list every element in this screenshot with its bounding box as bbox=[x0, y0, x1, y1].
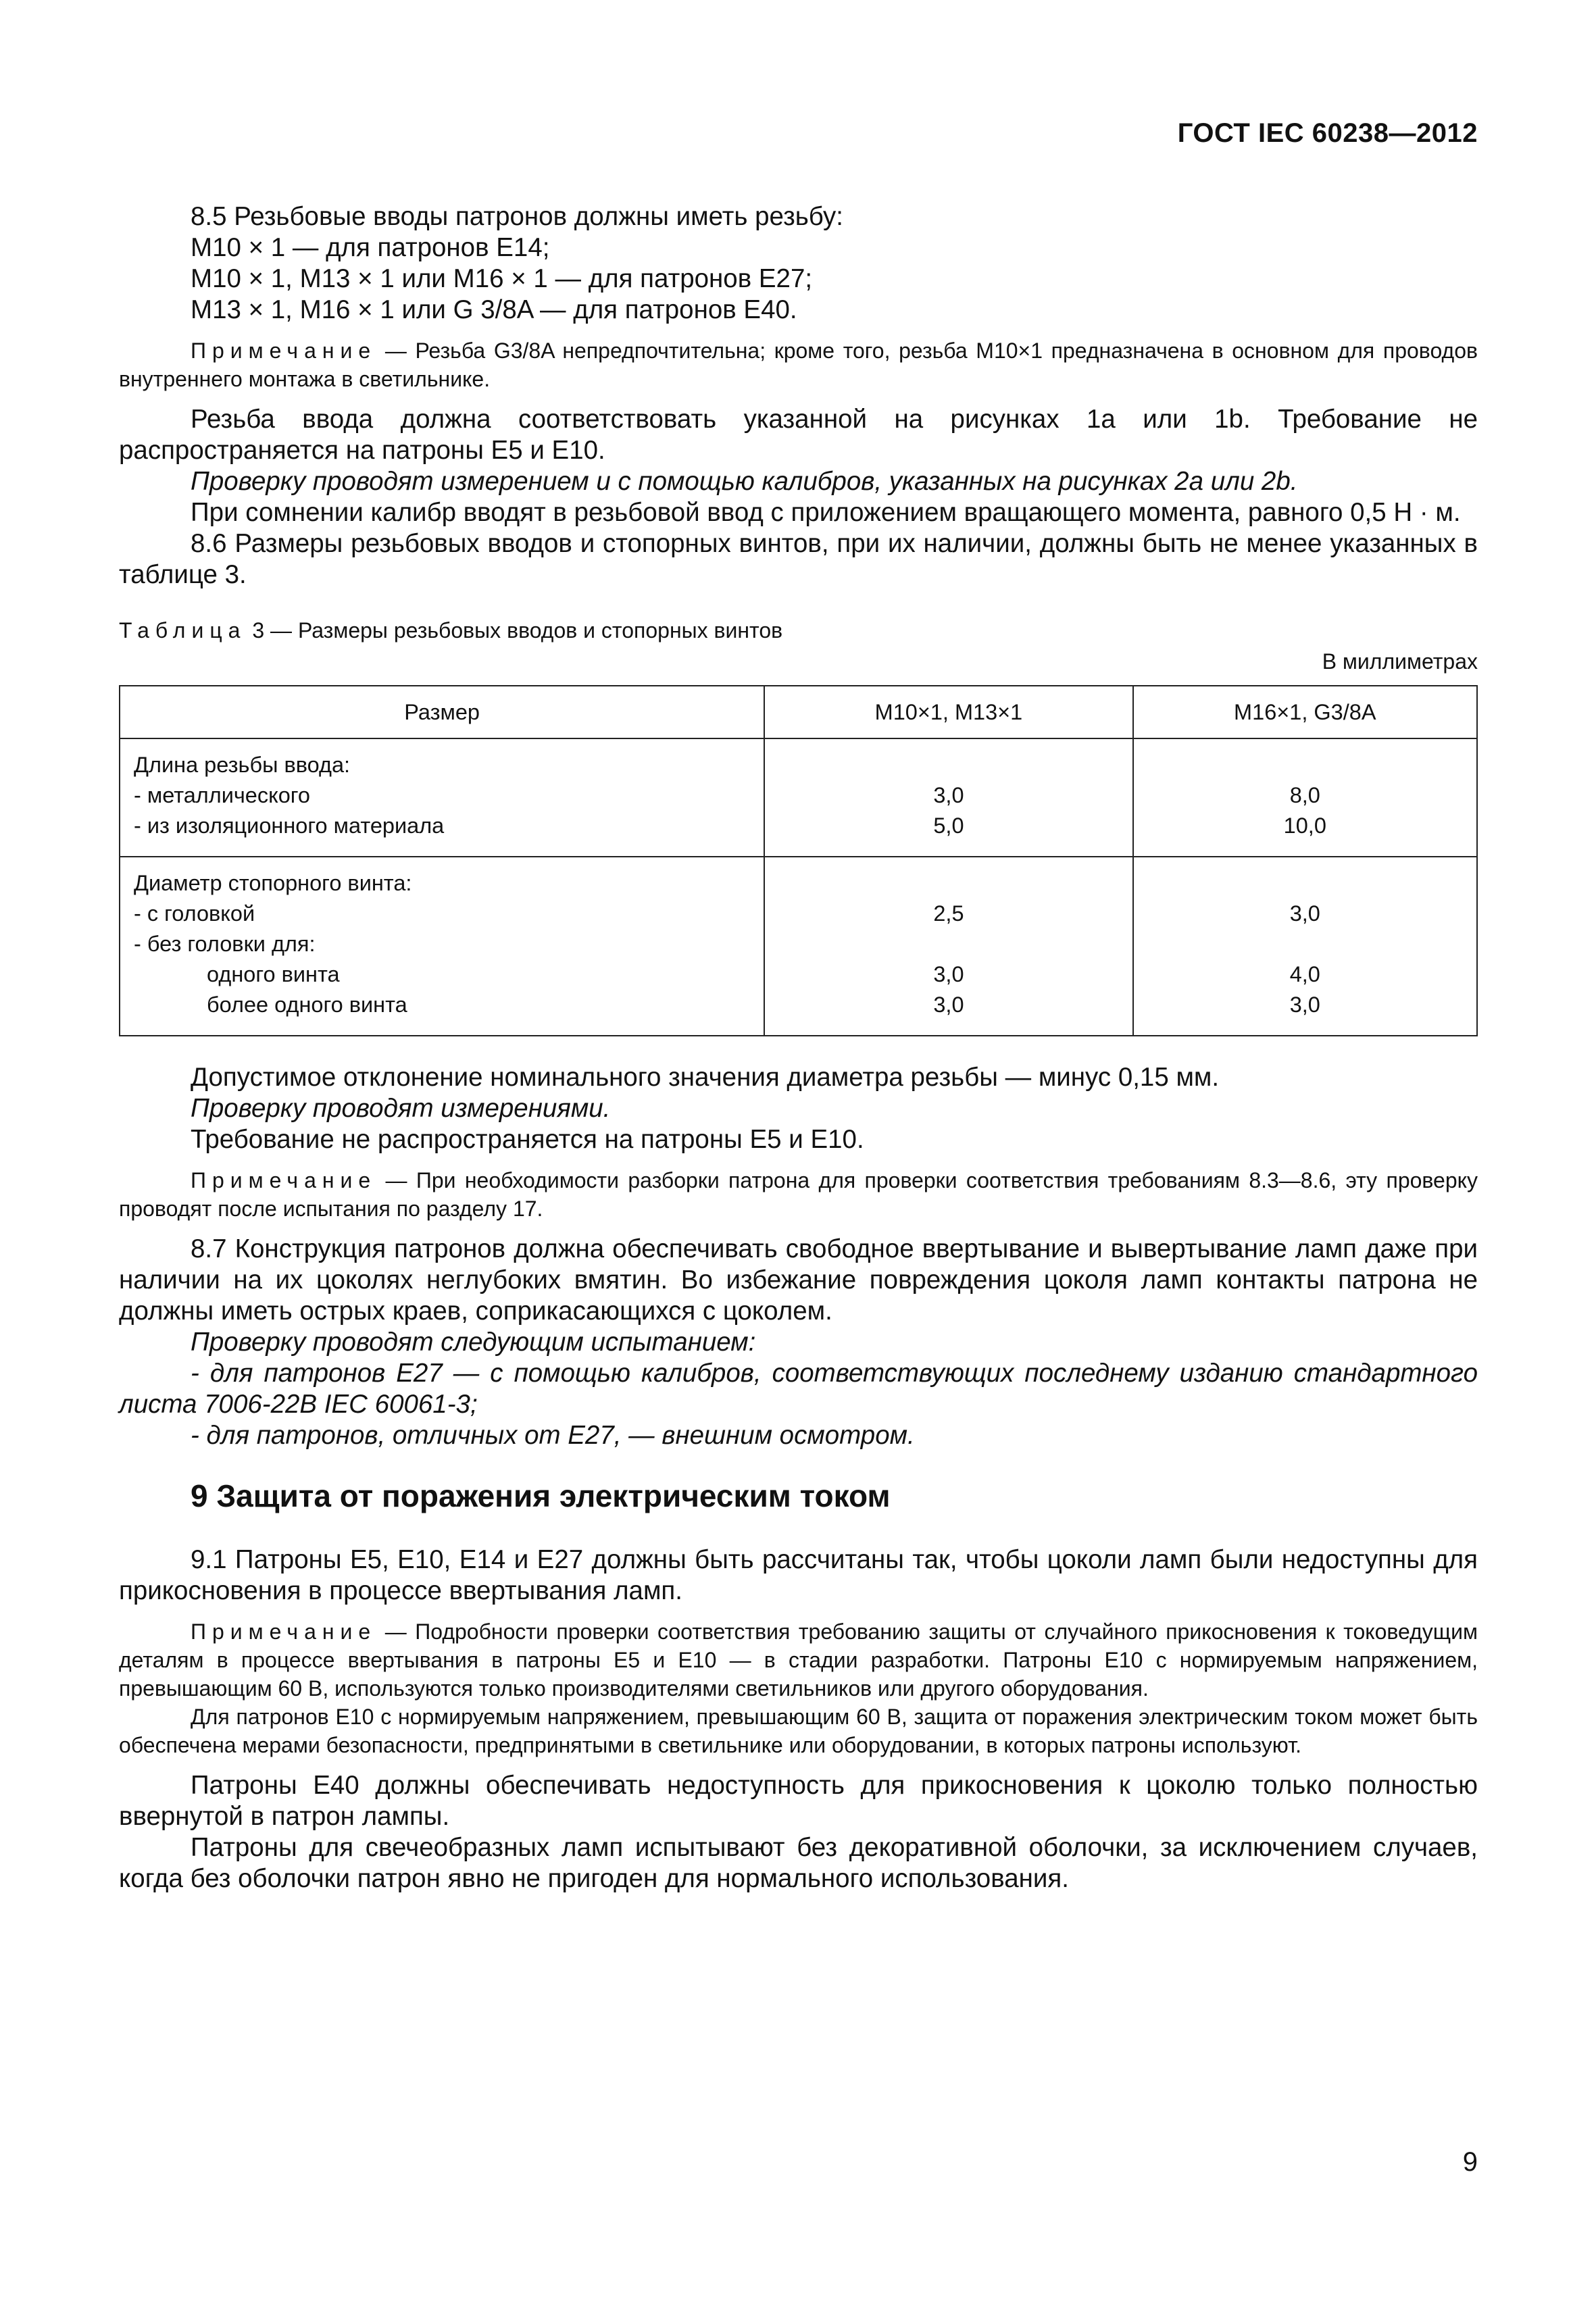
paragraph-tolerance: Допустимое отклонение номинального значения диаметра резьбы — минус 0,15 мм. bbox=[191, 1063, 1220, 1092]
note-9-1 bbox=[119, 1617, 1478, 1703]
section-8-5-title: 8.5 Резьбовые вводы патронов должны иметь резьбу: bbox=[191, 202, 843, 231]
table-header-row bbox=[120, 686, 1477, 738]
paragraph-check-measure: Проверку проводят измерениями. bbox=[191, 1094, 611, 1123]
row-label: - металлического bbox=[134, 783, 310, 807]
section-8-6: 8.6 Размеры резьбовых вводов и стопорных винтов, при их наличии, должны быть не менее указанных в таблице 3. bbox=[119, 529, 1478, 589]
note-text: — Подробности проверки соответствия требованию защиты от случайного прикосновения к токоведущим деталям в процессе ввертывания в патроны E5 и E10 — в стадии разработки. Патроны E10 с нормируемым напряжением, превышающим 60 В, используются только производителями светильников или другого оборудования. bbox=[119, 1619, 1478, 1701]
paragraph-torque: При сомнении калибр вводят в резьбовой ввод с приложением вращающего момента, равного 0,5 Н · м. bbox=[191, 498, 1461, 527]
row-label-cell bbox=[120, 738, 764, 857]
section-8-7: 8.7 Конструкция патронов должна обеспечивать свободное ввертывание и вывертывание ламп даже при наличии на их цоколях неглубоких вмятин. Во избежание повреждения цоколя ламп контакты патрона не должны иметь острых краев, соприкасающихся с цоколем. bbox=[119, 1234, 1478, 1326]
table-caption-text: 3 — Размеры резьбовых вводов и стопорных винтов bbox=[246, 618, 783, 643]
page-number: 9 bbox=[1462, 2147, 1478, 2177]
row-label: - с головкой bbox=[134, 901, 255, 926]
paragraph-test-other: - для патронов, отличных от E27, — внешним осмотром. bbox=[191, 1421, 915, 1450]
paragraph-test-intro: Проверку проводят следующим испытанием: bbox=[191, 1328, 756, 1357]
table-value: 2,5 bbox=[933, 901, 964, 926]
table-caption bbox=[119, 616, 1478, 645]
table-units: В миллиметрах bbox=[1322, 649, 1478, 674]
row-label: более одного винта bbox=[207, 992, 407, 1017]
value-cell bbox=[764, 738, 1132, 857]
row-label: - из изоляционного материала bbox=[134, 813, 445, 838]
note-8-5 bbox=[119, 336, 1478, 393]
table-value: 3,0 bbox=[933, 783, 964, 807]
table-3 bbox=[119, 685, 1478, 1036]
note-label: Примечание bbox=[191, 338, 377, 363]
table-value: 3,0 bbox=[933, 962, 964, 986]
row-group-label: Длина резьбы ввода: bbox=[134, 753, 351, 777]
table-value: 5,0 bbox=[933, 813, 964, 838]
section-9-heading: 9 Защита от поражения электрическим током bbox=[191, 1478, 891, 1513]
note-label: Примечание bbox=[191, 1168, 377, 1192]
table-value: 3,0 bbox=[1289, 901, 1320, 926]
table-header-m10-m13: M10×1, M13×1 bbox=[764, 686, 1132, 738]
row-group-label: Диаметр стопорного винта: bbox=[134, 871, 412, 895]
note-text: — Резьба G3/8A непредпочтительна; кроме того, резьба M10×1 предназначена в основном для проводов внутреннего монтажа в светильнике. bbox=[119, 338, 1478, 391]
value-cell bbox=[1133, 738, 1477, 857]
table-row-screw-diameter bbox=[120, 857, 1477, 1036]
note-disassembly bbox=[119, 1166, 1478, 1223]
table-value: 8,0 bbox=[1289, 783, 1320, 807]
note-label: Примечание bbox=[191, 1619, 377, 1644]
paragraph-e40: Патроны E40 должны обеспечивать недоступность для прикосновения к цоколю только полностью ввернутой в патрон лампы. bbox=[119, 1771, 1478, 1831]
table-header-size: Размер bbox=[120, 686, 764, 738]
value-cell bbox=[1133, 857, 1477, 1036]
page-body bbox=[119, 201, 1478, 1894]
table-value: 4,0 bbox=[1289, 962, 1320, 986]
paragraph-not-applicable: Требование не распространяется на патроны E5 и E10. bbox=[191, 1125, 864, 1154]
note-text: — При необходимости разборки патрона для проверки соответствия требованиям 8.3—8.6, эту проверку проводят после испытания по разделу 17. bbox=[119, 1168, 1478, 1221]
standard-header: ГОСТ IEC 60238—2012 bbox=[1177, 118, 1478, 148]
thread-line-e40: M13 × 1, M16 × 1 или G 3/8A — для патронов E40. bbox=[191, 295, 797, 324]
paragraph-thread-requirement: Резьба ввода должна соответствовать указанной на рисунках 1a или 1b. Требование не распространяется на патроны E5 и E10. bbox=[119, 405, 1478, 465]
row-label: - без головки для: bbox=[134, 932, 316, 956]
thread-line-e27: M10 × 1, M13 × 1 или M16 × 1 — для патронов E27; bbox=[191, 264, 813, 293]
table-value: 10,0 bbox=[1283, 813, 1326, 838]
table-row-thread-length bbox=[120, 738, 1477, 857]
paragraph-test-e27: - для патронов E27 — с помощью калибров, соответствующих последнему изданию стандартного листа 7006-22B IEC 60061-3; bbox=[119, 1359, 1478, 1419]
table-value: 3,0 bbox=[1289, 992, 1320, 1017]
thread-line-e14: M10 × 1 — для патронов E14; bbox=[191, 233, 550, 262]
section-9-1: 9.1 Патроны E5, E10, E14 и E27 должны быть рассчитаны так, чтобы цоколи ламп были недоступны для прикосновения в процессе ввертывания ламп. bbox=[119, 1545, 1478, 1605]
paragraph-check-gauges: Проверку проводят измерением и с помощью калибров, указанных на рисунках 2a или 2b. bbox=[191, 467, 1298, 496]
table-caption-label: Таблица bbox=[119, 618, 247, 643]
table-value: 3,0 bbox=[933, 992, 964, 1017]
row-label-cell bbox=[120, 857, 764, 1036]
row-label: одного винта bbox=[207, 962, 340, 986]
table-header-m16-g38a: M16×1, G3/8A bbox=[1133, 686, 1477, 738]
note-9-1-continued: Для патронов E10 с нормируемым напряжением, превышающим 60 В, защита от поражения электрическим током может быть обеспечена мерами безопасности, предпринятыми в светильнике или оборудовании, в которых патроны используют. bbox=[119, 1705, 1478, 1757]
paragraph-candle-lamps: Патроны для свечеобразных ламп испытывают без декоративной оболочки, за исключением случаев, когда без оболочки патрон явно не пригоден для нормального использования. bbox=[119, 1833, 1478, 1893]
value-cell bbox=[764, 857, 1132, 1036]
